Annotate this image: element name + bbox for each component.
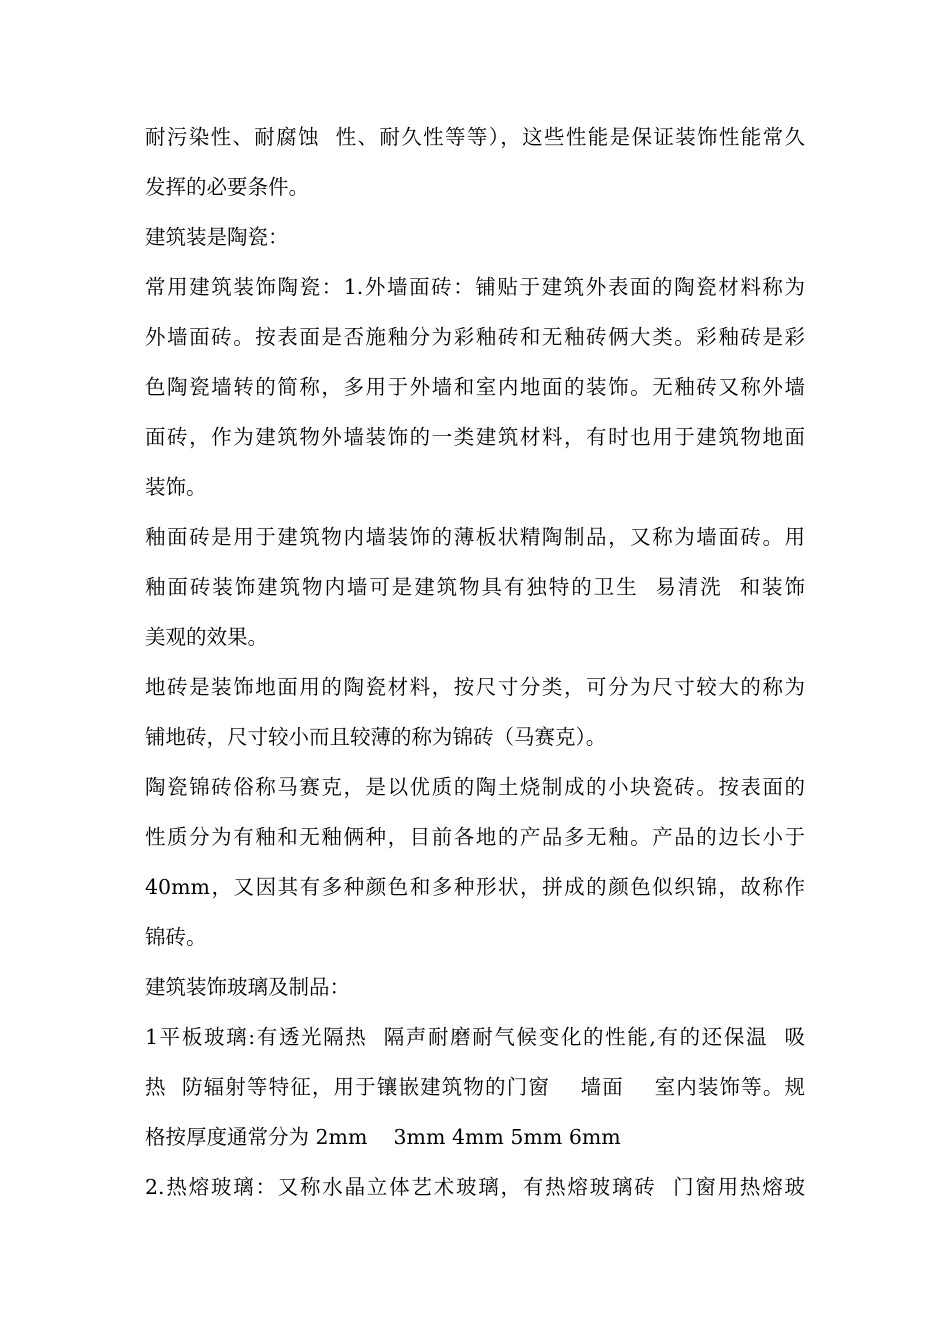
paragraph-line: 发挥的必要条件。 [145,175,309,199]
paragraph-line: 面砖，作为建筑物外墙装饰的一类建筑材料，有时也用于建筑物地面 [145,425,805,449]
paragraph-line: 陶瓷锦砖俗称马赛克，是以优质的陶土烧制成的小块瓷砖。按表面的 [145,775,805,799]
paragraph-line: 釉面砖是用于建筑物内墙装饰的薄板状精陶制品，又称为墙面砖。用 [145,525,805,549]
paragraph-line: 性质分为有釉和无釉俩种，目前各地的产品多无釉。产品的边长小于 [145,825,805,849]
paragraph-line: 1平板玻璃:有透光隔热 隔声耐磨耐气候变化的性能,有的还保温 吸 [145,1025,805,1049]
paragraph-line: 锦砖。 [145,925,207,949]
paragraph-line: 美观的效果。 [145,625,268,649]
paragraph-line: 2.热熔玻璃：又称水晶立体艺术玻璃，有热熔玻璃砖 门窗用热熔玻 [145,1175,805,1199]
paragraph-line: 地砖是装饰地面用的陶瓷材料，按尺寸分类，可分为尺寸较大的称为 [145,675,805,699]
paragraph-line: 常用建筑装饰陶瓷：1.外墙面砖：铺贴于建筑外表面的陶瓷材料称为 [145,275,805,299]
paragraph-line: 釉面砖装饰建筑物内墙可是建筑物具有独特的卫生 易清洗 和装饰 [145,575,805,599]
paragraph-line: 热 防辐射等特征，用于镶嵌建筑物的门窗 墙面 室内装饰等。规 [145,1075,805,1099]
section-label: 建筑装是陶瓷： [145,225,289,249]
paragraph-line: 外墙面砖。按表面是否施釉分为彩釉砖和无釉砖俩大类。彩釉砖是彩 [145,325,805,349]
paragraph-line: 色陶瓷墙转的简称，多用于外墙和室内地面的装饰。无釉砖又称外墙 [145,375,805,399]
paragraph-line: 格按厚度通常分为 2mm 3mm 4mm 5mm 6mm [145,1125,621,1149]
text-column [145,112,805,1212]
paragraph-line: 40mm，又因其有多种颜色和多种形状，拼成的颜色似织锦，故称作 [145,875,805,899]
section-heading: 建筑装饰玻璃及制品： [145,975,350,999]
paragraph-line: 装饰。 [145,475,207,499]
paragraph-line: 铺地砖，尺寸较小而且较薄的称为锦砖（马赛克）。 [145,725,607,749]
paragraph-line: 耐污染性、耐腐蚀 性、耐久性等等），这些性能是保证装饰性能常久 [145,125,805,149]
